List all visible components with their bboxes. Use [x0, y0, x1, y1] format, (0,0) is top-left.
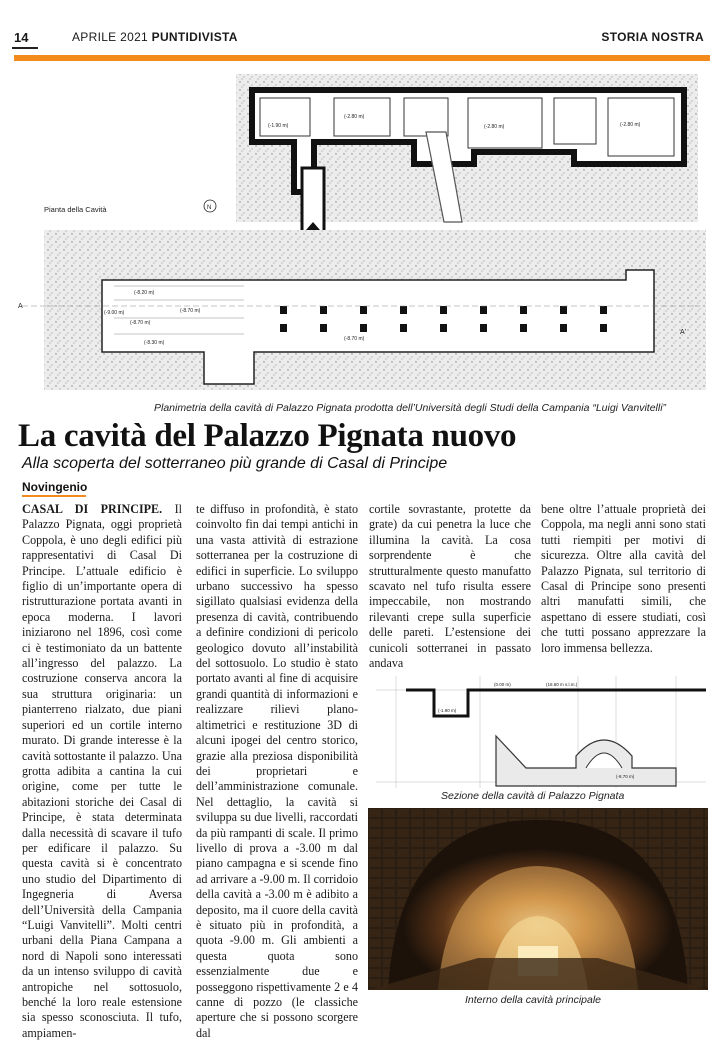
section-label: (18.60 m s.l.m.)	[546, 682, 578, 687]
depth-label: (-2.80 m)	[344, 114, 365, 120]
section-name: STORIA NOSTRA	[601, 30, 704, 44]
article-column-2: te diffuso in profondità, è stato coinvolto fin dai tempi antichi in una vasta attività di estrazione sotterranea per la costruzione di edifici in superficie. Lo sviluppo urbano successivo ha spesso sigillato qualsiasi evidenza della presenza di cavità, contribuendo a definire condizioni di pericolo geologico dovuto all’instabilità del sottosuolo. Lo studio è stato portato avanti al fine di acquisire grandi quantità di informazioni e realizzare rilievi plano-altimetrici e restituzione 3D di alcuni ipogei del centro storico, grazie alla preziosa disponibilità dei proprietari e dell’amministrazione comunale. Nel dettaglio, la cavità si sviluppa su due livelli, raccordati da più rampanti di scale. Il primo livello di prova a -3.00 m dal piano campagna e si scende fino ad arrivare a -9.00 m. Il corridoio della cavità a -3.00 m è adibito a deposito, ma il cuore della cavità è situato più in profondità, a quota -9.00 m. Gli ambienti a questa quota sono essenzialmente due e posseggono rispettivamente 2 e 4 canne di pozzo (le classiche aperture che si possono scorgere dal	[196, 502, 358, 1040]
issue-info	[72, 30, 238, 44]
section-label: (-1.90 m)	[438, 708, 457, 713]
article-title: La cavità del Palazzo Pignata nuovo	[18, 418, 517, 454]
depth-label: (-8.70 m)	[130, 320, 151, 326]
section-label: (-8.70 m)	[616, 774, 635, 779]
header-rule	[14, 55, 710, 61]
north-label: N	[207, 205, 212, 211]
depth-label: (-1.90 m)	[268, 123, 289, 129]
cavity-section-drawing	[376, 676, 706, 788]
article-dateline: CASAL DI PRINCIPE.	[22, 502, 163, 516]
depth-label: (-9.00 m)	[104, 310, 125, 316]
plan-title: Pianta della Cavità	[44, 205, 107, 214]
depth-label: (-2.80 m)	[484, 124, 505, 130]
column-1-text: Il Palazzo Pignata, oggi proprietà Coppola, è uno degli edifici più rappresentativi di Casal Di Principe. L’attuale edificio è figlio di un’importante opera di ristrutturazione portata avanti in epoca moderna. I lavori iniziarono nel 1896, così come ci è testimoniato da un battente all’ingresso del palazzo. La costruzione conserva ancora la sua struttura originaria: un pianterreno rialzato, due piani superiori ed un cortile interno murato. Di grande interesse è la cavità sottostante il palazzo. Una grotta adibita a cantina la cui origine, come per tutte le abitazioni storiche dei Casal di Principe, è stata determinata dalla necessità di scavare il tufo per edificare il palazzo. Su questa cavità si è concentrato uno studio del Dipartimento di Ingegneria di Aversa dell’Università della Campania “Luigi Vanvitelli”. Molti centri urbani della Piana Campana a nord di Napoli sono interessati da un intenso sviluppo di cavità antropiche nel sottosuolo, benché la loro reale estensione sia spesso sconosciuta. Il tufo, ampiamen-	[22, 502, 182, 1040]
article-column-4: bene oltre l’attuale proprietà dei Coppola, ma negli anni sono stati tutti riempiti per motivi di sicurezza. Oltre alla cavità del Palazzo Pignata, sul territorio di Casal di Principe sono presenti altri manufatti simili, che aspettano di essere studiati, così che tutti possano apprezzare la loro immensa bellezza.	[541, 502, 706, 655]
section-caption: Sezione della cavità di Palazzo Pignata	[441, 790, 625, 802]
cavity-interior-photo	[368, 808, 708, 990]
page-header	[0, 0, 724, 50]
photo-caption: Interno della cavità principale	[465, 994, 601, 1006]
issue-date: APRILE 2021	[72, 30, 149, 44]
page-number: 14	[14, 30, 29, 45]
cavity-floor-plan	[14, 72, 710, 397]
article-column-3: cortile sovrastante, protette da grate) da cui penetra la luce che illumina la cavità. La cosa sorprendente è che strutturalmente questo manufatto scavato nel tufo risulta essere impeccabile, non mostrando rilevanti crepe sulla superficie delle pareti. L’estensione dei cunicoli sotterranei in passato andava	[369, 502, 531, 671]
depth-label: (-2.80 m)	[620, 122, 641, 128]
depth-label: (-8.20 m)	[134, 290, 155, 296]
author-underline	[22, 495, 86, 497]
article-author: Novingenio	[22, 480, 88, 494]
article-subtitle: Alla scoperta del sotterraneo più grande di Casal di Principe	[22, 455, 448, 472]
section-label: (0.00 m)	[494, 682, 511, 687]
section-marker-a: A	[18, 303, 23, 310]
depth-label: (-8.70 m)	[344, 336, 365, 342]
article-column-1	[22, 502, 182, 1041]
plan-caption: Planimetria della cavità di Palazzo Pignata prodotta dell’Università degli Studi della Campania “Luigi Vanvitelli”	[154, 402, 667, 414]
depth-label: (-8.70 m)	[180, 308, 201, 314]
depth-label: (-8.30 m)	[144, 340, 165, 346]
publication-name: PUNTIDIVISTA	[151, 30, 238, 44]
section-marker-a-prime: A'	[680, 329, 687, 336]
page-number-underline	[12, 47, 38, 49]
